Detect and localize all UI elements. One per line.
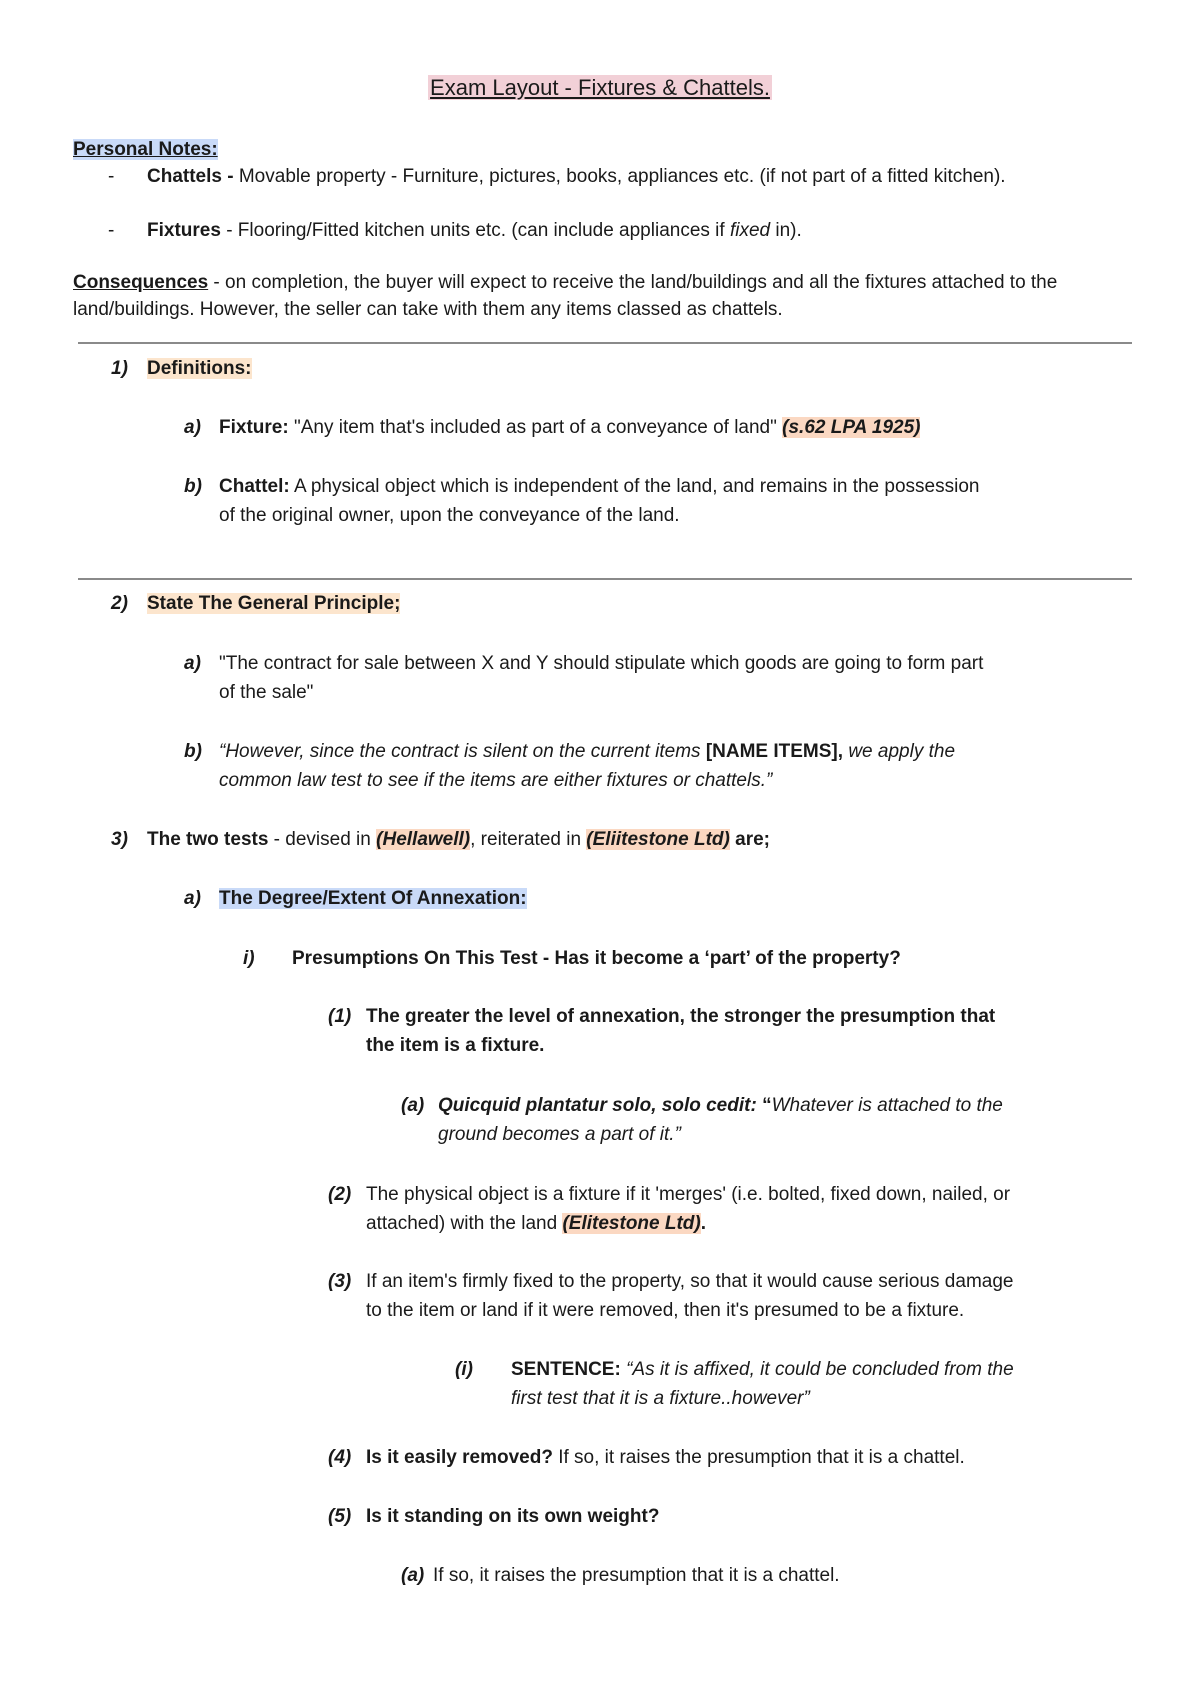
sentence-line-2 <box>511 1387 810 1411</box>
consequences-term: Consequences <box>73 272 209 293</box>
label-a: a) <box>184 888 201 909</box>
presumption-text-2: attached) with the land <box>366 1213 563 1234</box>
bullet-dash: - <box>108 166 115 187</box>
presumption-text: If an item's firmly fixed to the property, so that it would cause serious damage <box>366 1271 1014 1292</box>
note-chattels <box>147 165 1006 189</box>
divider <box>78 578 1132 580</box>
principle-b-line-2 <box>219 769 772 793</box>
principle-text: "The contract for sale between X and Y should stipulate which goods are going to form part <box>219 653 984 674</box>
principle-italic-3: common law test to see if the items are either fixtures or chattels.” <box>219 770 773 791</box>
general-principle-heading: State The General Principle; <box>147 593 401 614</box>
presumption-text: The physical object is a fixture if it 'merges' (i.e. bolted, fixed down, nailed, or <box>366 1184 1011 1205</box>
list-label <box>184 652 201 676</box>
label-1: (1) <box>328 1006 352 1027</box>
label-2: (2) <box>328 1184 352 1205</box>
list-label <box>184 475 202 499</box>
section-number <box>111 592 128 616</box>
label-b: b) <box>184 476 202 497</box>
consequences-line-2 <box>73 298 783 322</box>
case-citation: (Eliitestone Ltd) <box>586 829 730 850</box>
annexation-heading-row <box>219 887 527 911</box>
maxim-line-2 <box>438 1123 681 1147</box>
presumption-3-line-1 <box>366 1270 1013 1294</box>
note-bullet-chattels <box>108 165 114 189</box>
case-citation: (Hellawell) <box>376 829 471 850</box>
list-label <box>184 740 202 764</box>
consequences-text-2: land/buildings. However, the seller can take with them any items classed as chattels. <box>73 299 783 320</box>
label-5: (5) <box>328 1506 352 1527</box>
list-label <box>184 887 201 911</box>
list-label <box>328 1270 351 1294</box>
case-citation: (Elitestone Ltd) <box>562 1213 701 1234</box>
annexation-heading: The Degree/Extent Of Annexation: <box>219 888 527 909</box>
definitions-heading: Definitions: <box>147 358 252 379</box>
presumption-text-2: to the item or land if it were removed, then it's presumed to be a fixture. <box>366 1300 965 1321</box>
definition-fixture <box>219 416 920 440</box>
principle-bold: [NAME ITEMS], <box>705 741 844 762</box>
presumption-5a <box>433 1564 840 1588</box>
list-label <box>455 1358 473 1382</box>
principle-a-line-1 <box>219 652 983 676</box>
presumption-5 <box>366 1505 659 1529</box>
label-a: a) <box>184 653 201 674</box>
principle-b-line-1 <box>219 740 955 764</box>
presumption-text: If so, it raises the presumption that it is a chattel. <box>433 1565 840 1586</box>
section-num-label: 2) <box>111 593 128 614</box>
definition-text: "Any item that's included as part of a conveyance of land" <box>288 417 783 438</box>
sentence-line-1 <box>511 1358 1014 1382</box>
note-fixtures <box>147 219 802 243</box>
definition-text-2: of the original owner, upon the conveyance of the land. <box>219 505 680 526</box>
two-tests-heading: The two tests <box>147 829 269 850</box>
definition-term: Fixture: <box>219 417 289 438</box>
maxim-translation-2: ground becomes a part of it.” <box>438 1124 681 1145</box>
presumption-4 <box>366 1446 965 1470</box>
list-label <box>401 1564 424 1588</box>
sentence-label: SENTENCE: <box>511 1359 621 1380</box>
presumption-1-line-1 <box>366 1005 995 1029</box>
label-3: (3) <box>328 1271 352 1292</box>
note-term: Fixtures <box>147 220 221 241</box>
principle-italic: “However, since the contract is silent on the current items <box>219 741 706 762</box>
definition-term: Chattel: <box>219 476 290 497</box>
case-citation: (s.62 LPA 1925) <box>782 417 921 438</box>
presumption-question: Is it easily removed? <box>366 1447 553 1468</box>
presumptions-heading-row <box>292 947 901 971</box>
section-num-label: 3) <box>111 829 128 850</box>
presumptions-heading: Presumptions On This Test - Has it become a ‘part’ of the property? <box>292 948 901 969</box>
list-label <box>328 1005 351 1029</box>
presumption-1-line-2 <box>366 1034 544 1058</box>
personal-notes-heading: Personal Notes: <box>73 139 218 160</box>
consequences-line-1 <box>73 271 1057 295</box>
list-label <box>328 1505 351 1529</box>
list-label <box>328 1446 351 1470</box>
general-principle-heading-row <box>147 592 400 616</box>
two-tests-text-3: are; <box>729 829 770 850</box>
principle-a-line-2 <box>219 681 313 705</box>
section-number <box>111 357 128 381</box>
definition-chattel-line-2 <box>219 504 680 528</box>
bullet-dash: - <box>108 220 115 241</box>
presumption-text-2: the item is a fixture. <box>366 1035 545 1056</box>
note-italic: fixed <box>729 220 771 241</box>
presumption-text: If so, it raises the presumption that it is a chattel. <box>552 1447 965 1468</box>
sentence-text-2: first test that it is a fixture..however” <box>511 1388 810 1409</box>
two-tests-heading-row <box>147 828 770 852</box>
two-tests-text: - devised in <box>268 829 377 850</box>
maxim-translation: Whatever is attached to the <box>771 1095 1003 1116</box>
list-label <box>243 947 255 971</box>
section-number <box>111 828 128 852</box>
presumption-text: The greater the level of annexation, the stronger the presumption that <box>366 1006 996 1027</box>
page-title: Exam Layout - Fixtures & Chattels. <box>430 75 770 100</box>
principle-italic-2: we apply the <box>843 741 956 762</box>
label-4: (4) <box>328 1447 352 1468</box>
label-i-sub: (i) <box>455 1359 473 1380</box>
note-text: - Flooring/Fitted kitchen units etc. (can include appliances if <box>220 220 730 241</box>
quote-mark: “ <box>756 1095 772 1116</box>
list-label <box>184 416 201 440</box>
list-label <box>328 1183 351 1207</box>
note-text: Movable property - Furniture, pictures, books, appliances etc. (if not part of a fitted kitchen). <box>233 166 1006 187</box>
label-a: a) <box>184 417 201 438</box>
note-term: Chattels - <box>147 166 234 187</box>
divider <box>78 342 1132 344</box>
label-a-sub: (a) <box>401 1565 425 1586</box>
list-label <box>401 1094 424 1118</box>
note-text-end: in). <box>770 220 802 241</box>
two-tests-text-2: , reiterated in <box>470 829 587 850</box>
consequences-text: - on completion, the buyer will expect to receive the land/buildings and all the fixtures attached to the <box>208 272 1058 293</box>
presumption-2-line-1 <box>366 1183 1010 1207</box>
section-num-label: 1) <box>111 358 128 379</box>
presumption-2-line-2 <box>366 1212 706 1236</box>
definitions-heading-row <box>147 357 252 381</box>
sentence-text: “As it is affixed, it could be concluded from the <box>620 1359 1014 1380</box>
principle-text-2: of the sale" <box>219 682 314 703</box>
label-b: b) <box>184 741 202 762</box>
latin-maxim: Quicquid plantatur solo, solo cedit: <box>438 1095 757 1116</box>
period: . <box>700 1213 707 1234</box>
note-bullet-fixtures <box>108 219 114 243</box>
personal-notes-heading-row <box>73 138 218 162</box>
label-i: i) <box>243 948 255 969</box>
presumption-3-line-2 <box>366 1299 964 1323</box>
title-row <box>0 74 1200 102</box>
presumption-question: Is it standing on its own weight? <box>366 1506 660 1527</box>
definition-text: A physical object which is independent of the land, and remains in the possession <box>289 476 980 497</box>
label-a-sub: (a) <box>401 1095 425 1116</box>
maxim-line-1 <box>438 1094 1003 1118</box>
definition-chattel <box>219 475 979 499</box>
